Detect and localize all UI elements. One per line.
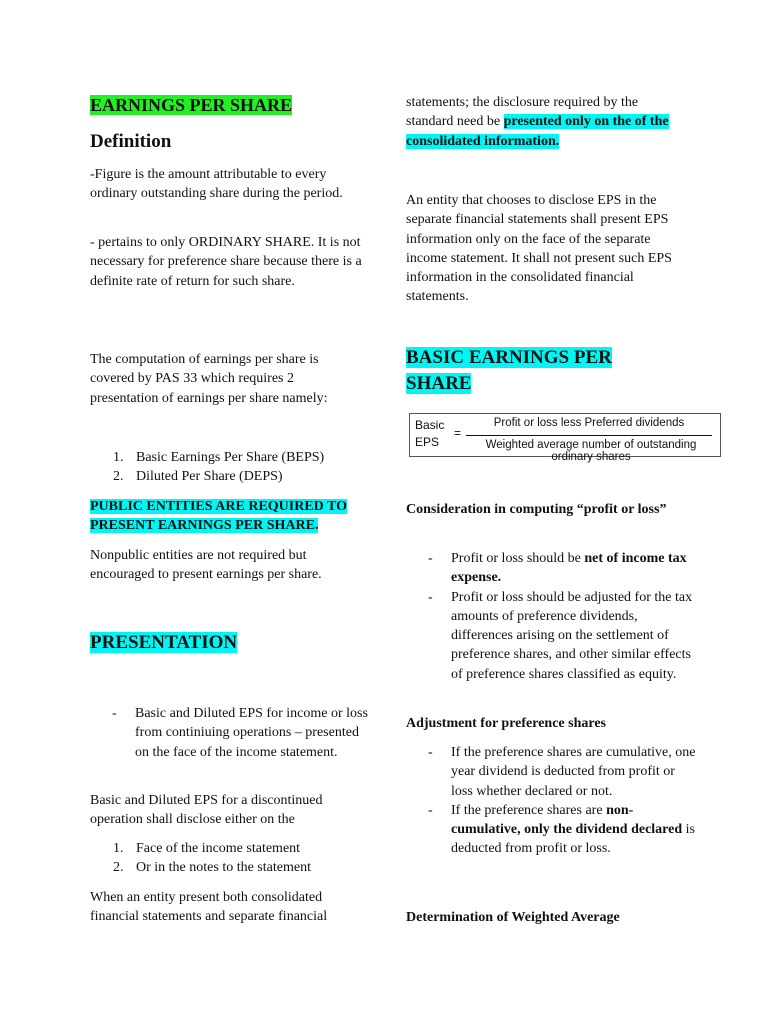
formula-denominator: Weighted average number of outstanding ordinary shares: [485, 439, 697, 463]
formula-label: Basic EPS: [415, 418, 445, 449]
basic-eps-heading-line1: BASIC EARNINGS PER: [406, 347, 612, 368]
list-item: - Basic and Diluted EPS for income or loss from continiuing operations – presented on the face of the income statement.: [112, 706, 368, 760]
public-entities-notice: PUBLIC ENTITIES ARE REQUIRED TO PRESENT EARNINGS PER SHARE.: [90, 499, 348, 534]
adjustment-heading: Adjustment for preference shares: [406, 716, 606, 731]
definition-paragraph-1: -Figure is the amount attributable to every ordinary outstanding share during the period.: [90, 167, 343, 202]
presentation-list: [90, 704, 370, 762]
basic-eps-formula: [409, 413, 721, 463]
discontinued-paragraph: Basic and Diluted EPS for a discontinued operation shall disclose either on the: [90, 793, 323, 828]
list-item: - If the preference shares are non-cumulative, only the dividend declared is deducted from profit or loss.: [428, 802, 695, 857]
consolidated-paragraph: When an entity present both consolidated financial statements and separate financial: [90, 890, 328, 925]
list-item: - Profit or loss should be adjusted for the tax amounts of preference dividends, differences arising on the settlement of preference shares, and other similar effects of preference shares classified as equity.: [428, 589, 693, 682]
consideration-list: [406, 549, 696, 684]
separate-statements-paragraph: An entity that chooses to disclose EPS in the separate financial statements shall present EPS information only on the face of the separate income statement. It shall not present such EPS information in the consolidated financial statements.: [406, 193, 672, 305]
nonpublic-paragraph: Nonpublic entities are not required but encouraged to present earnings per share.: [90, 548, 322, 583]
disclosure-location-list: [90, 839, 370, 878]
basic-eps-heading-block: [406, 345, 646, 397]
list-item: 1. Face of the income statement: [113, 841, 301, 856]
page-title: EARNINGS PER SHARE: [90, 95, 293, 115]
adjustment-list: [406, 743, 696, 859]
weighted-average-heading: Determination of Weighted Average: [406, 910, 620, 925]
list-item: 2. Diluted Per Share (DEPS): [113, 469, 283, 485]
list-item: 2. Or in the notes to the statement: [113, 860, 311, 876]
presentation-heading: PRESENTATION: [90, 632, 238, 653]
computation-paragraph: The computation of earnings per share is covered by PAS 33 which requires 2 presentation of earnings per share namely:: [90, 352, 328, 406]
consideration-heading: Consideration in computing “profit or loss”: [406, 502, 667, 517]
definition-heading-block: [90, 130, 171, 154]
formula-equals: =: [454, 426, 462, 440]
formula-numerator: Profit or loss less Preferred dividends: [493, 417, 685, 429]
continuation-paragraph: statements; the disclosure required by the standard need be presented only on the of the consolidated information.: [406, 95, 669, 149]
formula-fraction-bar: [466, 435, 712, 436]
eps-types-list: [90, 448, 370, 487]
definition-heading: Definition: [90, 131, 172, 152]
definition-paragraph-2: - pertains to only ORDINARY SHARE. It is not necessary for preference share because there is a definite rate of return for such share.: [90, 235, 362, 289]
title-block: [90, 93, 292, 117]
list-item: 1. Basic Earnings Per Share (BEPS): [113, 450, 325, 465]
list-item: - If the preference shares are cumulative, one year dividend is deducted from profit or loss whether declared or not.: [428, 745, 696, 799]
list-item: - Profit or loss should be net of income tax expense.: [428, 551, 687, 586]
basic-eps-heading-line2: SHARE: [406, 373, 472, 394]
presentation-heading-block: [90, 630, 237, 656]
